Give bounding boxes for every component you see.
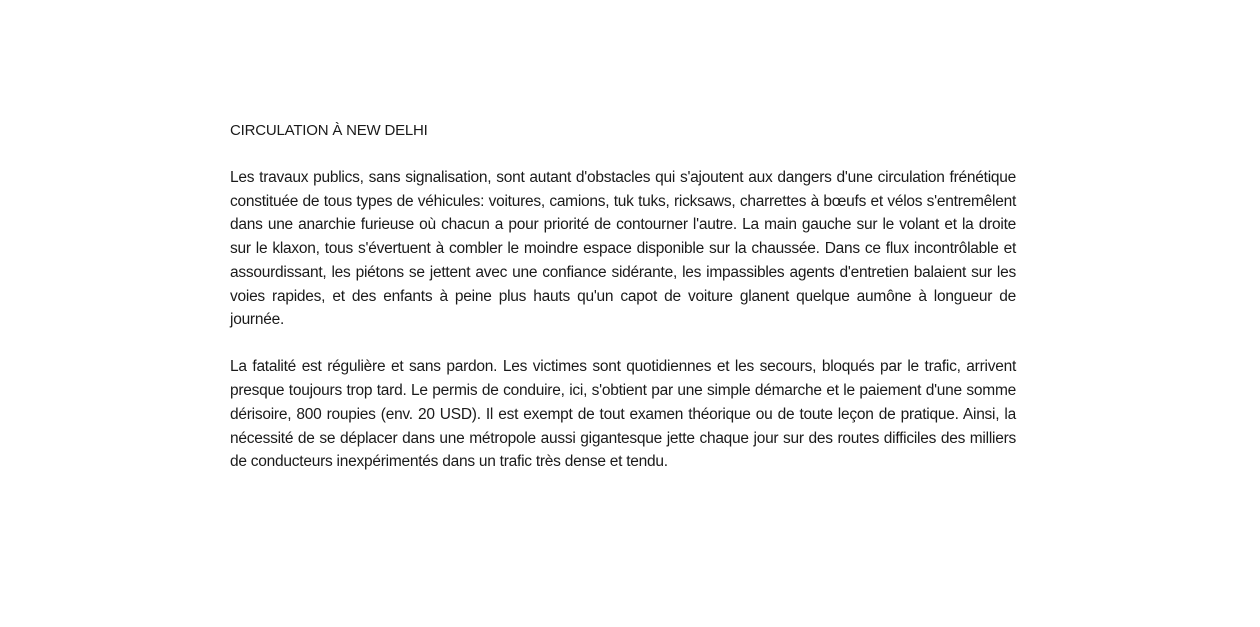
article-paragraph-1: Les travaux publics, sans signalisation, sont autant d'obstacles qui s'ajoutent aux dangers d'une circulation frénétique constituée de tous types de véhicules: voitures, camions, tuk tuks, ricksaws, charrettes à bœufs et vélos s'entremêlent dans une anarchie furieuse où chacun a pour priorité de contourner l'autre. La main gauche sur le volant et la droite sur le klaxon, tous s'évertuent à combler le moindre espace disponible sur la chaussée. Dans ce flux incontrôlable et assourdissant, les piétons se jettent avec une confiance sidérante, les impassibles agents d'entretien balaient sur les voies rapides, et des enfants à peine plus hauts qu'un capot de voiture glanent quelque aumône à longueur de journée. [230, 169, 1016, 329]
article-title: CIRCULATION À NEW DELHI [230, 122, 428, 139]
article [230, 119, 1016, 474]
article-paragraph-2: La fatalité est régulière et sans pardon. Les victimes sont quotidiennes et les secours, bloqués par le trafic, arrivent presque toujours trop tard. Le permis de conduire, ici, s'obtient par une simple démarche et le paiement d'une somme dérisoire, 800 roupies (env. 20 USD). Il est exempt de tout examen théorique ou de toute leçon de pratique. Ainsi, la nécessité de se déplacer dans une métropole aussi gigantesque jette chaque jour sur des routes difficiles des milliers de conducteurs inexpérimentés dans un trafic très dense et tendu. [230, 358, 1016, 471]
